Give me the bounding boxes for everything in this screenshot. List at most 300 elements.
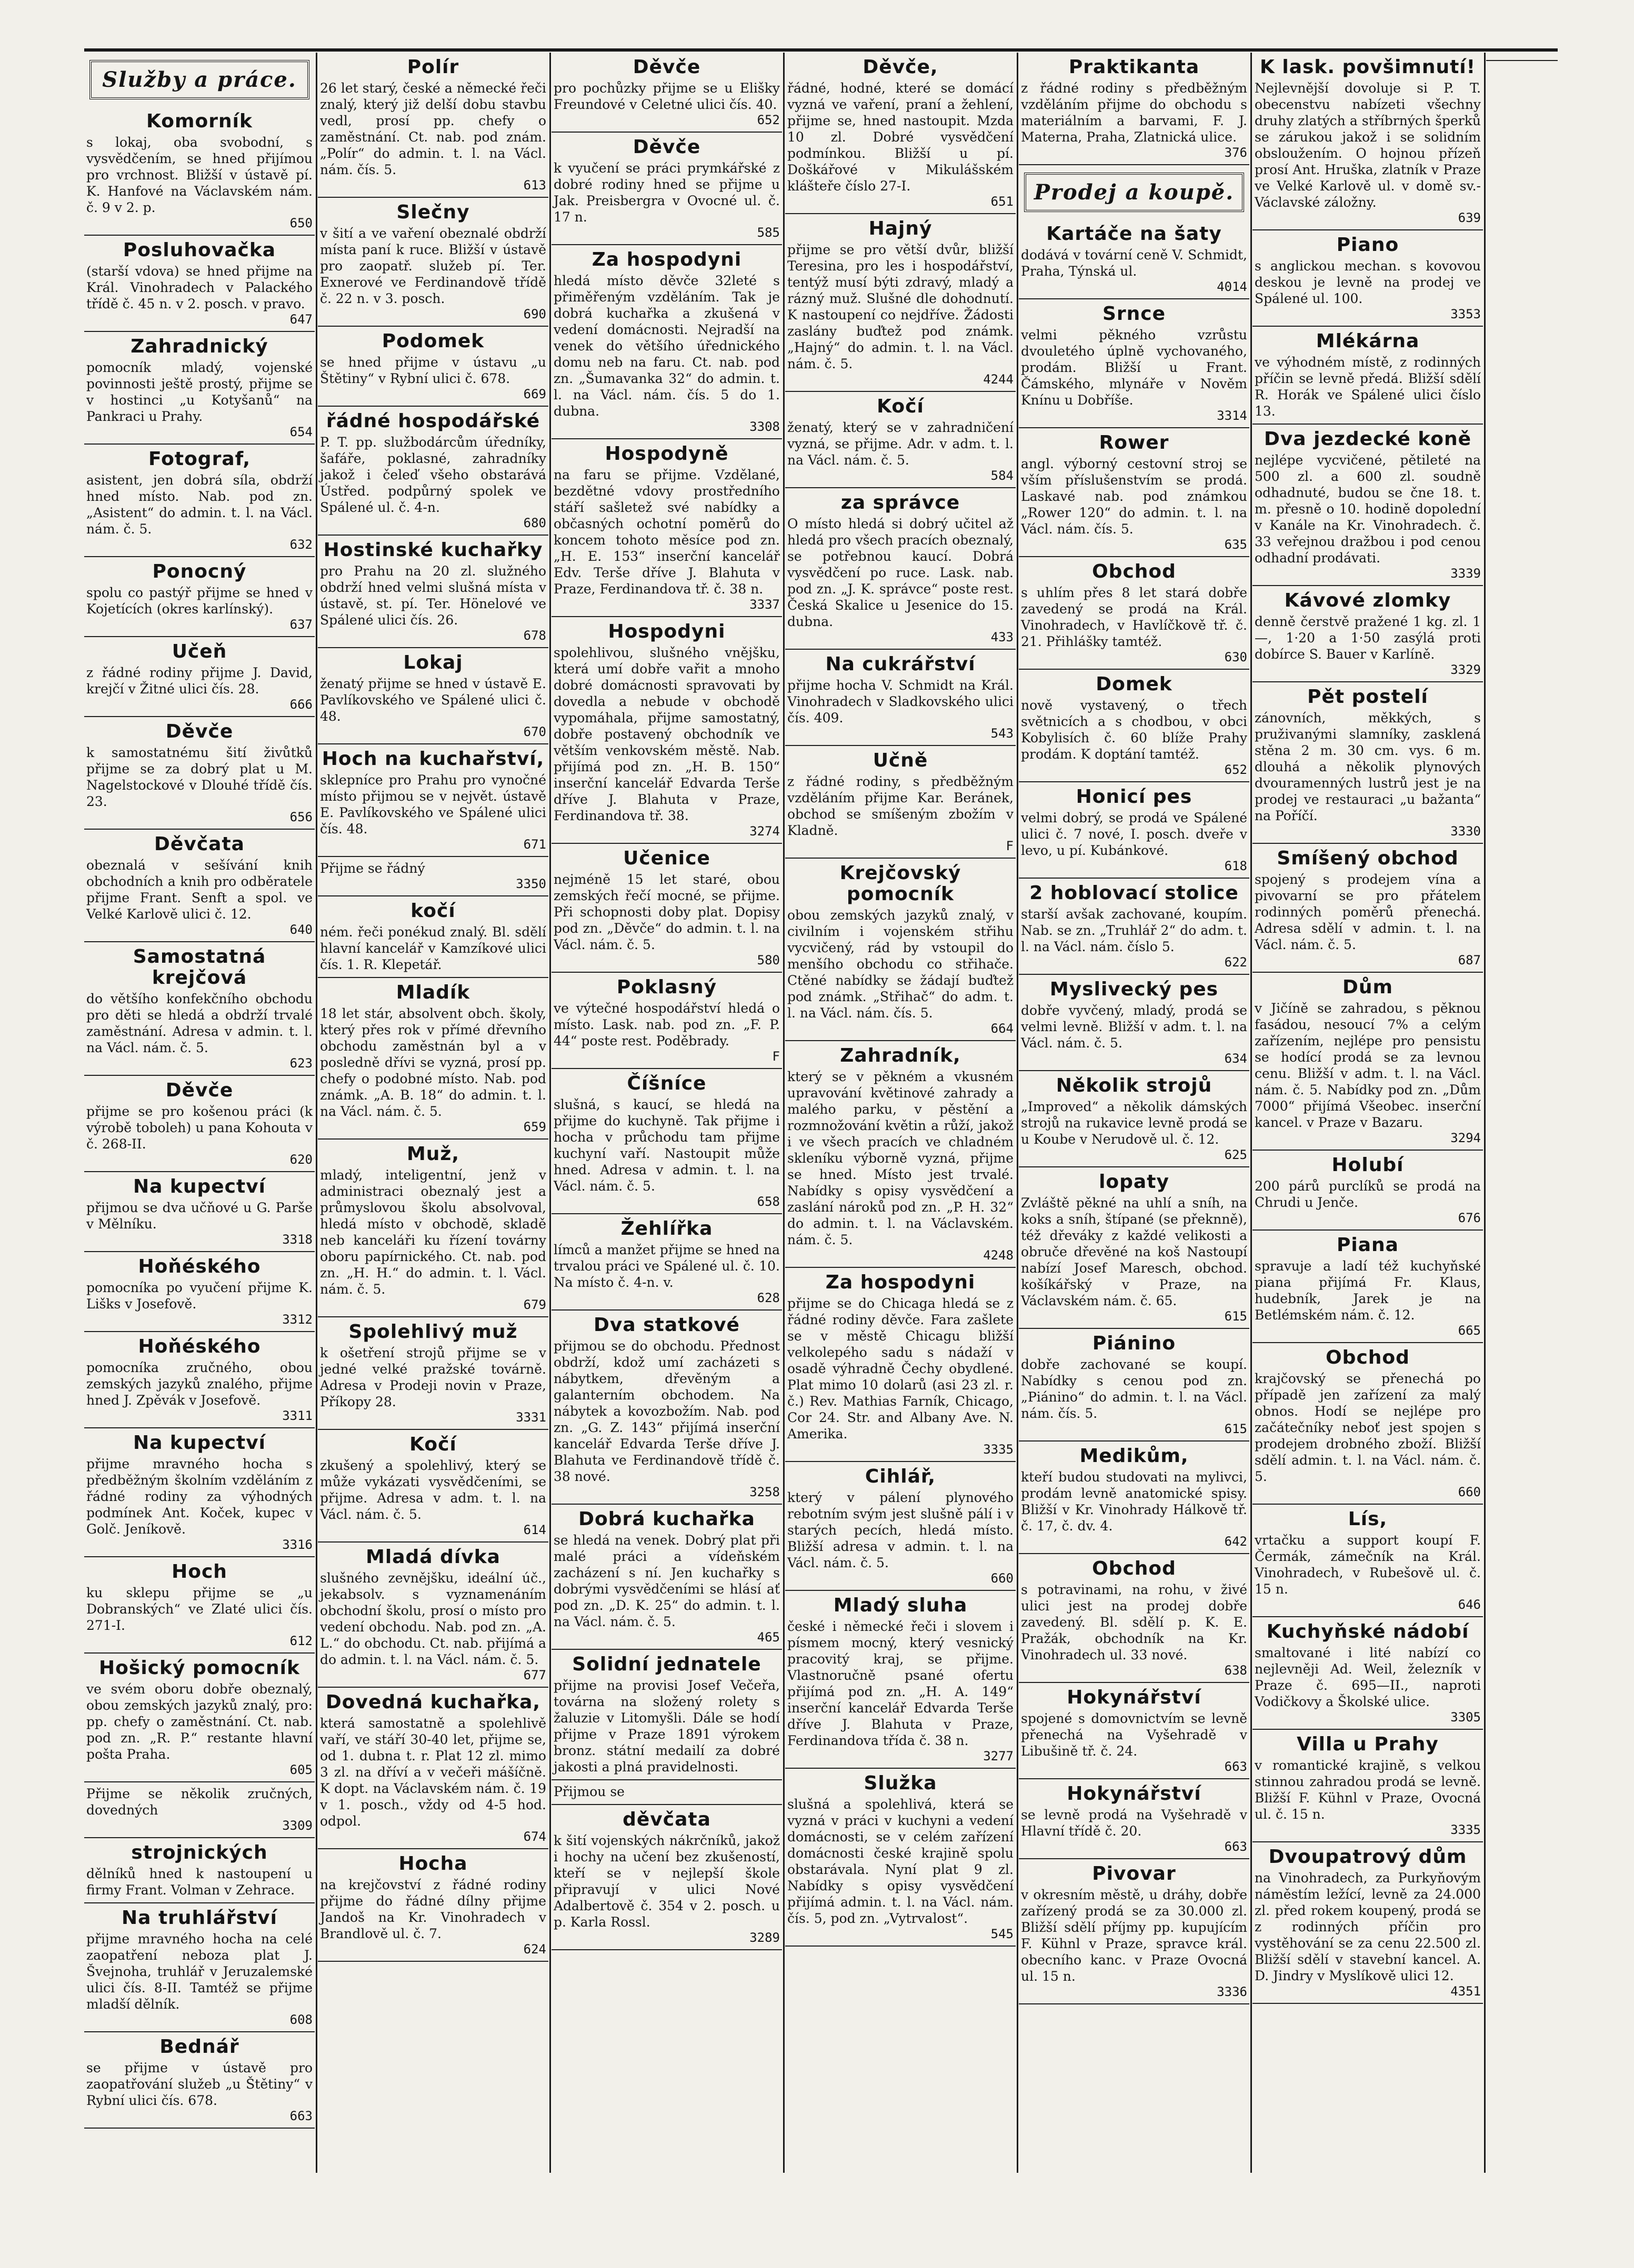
ad-heading: Dvoupatrový dům (1268, 1846, 1467, 1868)
ad-number: 622 (1224, 955, 1247, 970)
ad-number: 3294 (1450, 1131, 1481, 1145)
classified-ad (1019, 1071, 1249, 1167)
ad-number: 3335 (1450, 1822, 1481, 1837)
ad-number: 687 (1458, 953, 1481, 967)
ad-text: spojené s domovnictvím se levně přenechá na Vyšehradě v Libušině tř. č. 24. (1021, 1711, 1247, 1759)
ad-heading: Villa u Prahy (1297, 1733, 1439, 1755)
ad-text: přijme hocha V. Schmidt na Král. Vinohradech v Sladkovského ulici čís. 409. (787, 678, 1014, 725)
ad-number: 4014 (1217, 279, 1247, 294)
ad-text: s uhlím přes 8 let stará dobře zavedený se prodá na Král. Vinohradech, v Havlíčkově tř. č. 21. Přihlášky tamtéž. (1021, 585, 1247, 649)
ad-heading: lopaty (1099, 1171, 1169, 1193)
ad-text: límců a manžet přijme se hned na trvalou práci ve Spálené ul. č. 10. Na místo č. 4-n. v. (554, 1242, 780, 1290)
classified-ad (1252, 682, 1483, 844)
classified-ad (318, 857, 548, 896)
ad-number: 642 (1224, 1534, 1247, 1549)
ad-number: 3336 (1217, 1984, 1247, 1999)
ad-number: 3309 (282, 1818, 313, 1833)
ad-number: 670 (523, 724, 546, 739)
classified-ad (318, 407, 548, 536)
ad-text: O místo hledá si dobrý učitel až hledá pro všech pracích obeznalý, se potřebnou kaucí. Dobrá vysvědčení po ruce. Lask. nab. pod zn. „J. K. správce“ poste rest. Česká Skalice u Jesenice do 15. dubna. (787, 516, 1014, 629)
ad-number: 584 (990, 468, 1014, 483)
ad-number: 3277 (983, 1749, 1014, 1763)
ad-text: přijme se do Chicaga hledá se z řádné rodiny děvče. Fara zašlete se v městě Chicagu bližší velkolepého sadu s nádaží v osadě výhradně Čechy obydlené. Plat mimo 10 dolarů (asi 23 zl. r. č.) Rev. Mathias Farník, Chicago, Cor 24. Str. and Albany Ave. N. Amerika. (787, 1296, 1014, 1442)
ad-number: 646 (1458, 1597, 1481, 1612)
ad-number: 4244 (983, 372, 1014, 387)
ad-text: který se v pěkném a vkusném upravování květinové zahrady a malého parku, v pěstění a rozmnožování květin a růží, jakož i ve všech pracích ve chladném skleníku výborně vyzná, přijme se hned. Místo jest trvalé. Nabídky s opisy vysvědčení a zaslání nároků pod zn. „P. H. 32“ do admin. t. l. na Václavském. nám. č. 5. (787, 1069, 1014, 1247)
ad-heading: Cihlář, (865, 1466, 936, 1487)
ad-number: 3258 (749, 1485, 780, 1499)
ad-text: zkušený a spolehlivý, který se může vykázati vysvědčeními, se přijme. Adresa v adm. t. l. na Václ. nám. č. 5. (320, 1458, 546, 1522)
ad-number: 652 (757, 113, 780, 127)
ad-heading: Několik strojů (1056, 1075, 1212, 1096)
ad-number: 605 (289, 1762, 313, 1777)
ad-text: spolehlivou, slušného vnějšku, která umí dobře vařit a mnoho dobré domácnosti spravovati by dovedla a nebude v obchodě vypomáhala, přijme samostatný, dobře postavený obchodník ve větším venkovském městě. Nab. přijímá pod zn. „H. B. 150“ inserční kancelář Edvarda Terše dříve J. Blahuta v Praze, Ferdinandova tř. 38. (554, 645, 780, 823)
ad-number: 624 (523, 1942, 546, 1957)
ad-heading: strojnických (131, 1842, 268, 1863)
ad-heading: Na kupectví (133, 1176, 266, 1197)
ad-heading: Fotograf, (148, 448, 250, 470)
ad-text: pro Prahu na 20 zl. služného obdrží hned velmi slušná místa v ústavě, st. pí. Ter. Hönelové ve Spálené ulici čís. 26. (320, 563, 546, 628)
ad-number: 3337 (749, 597, 780, 612)
classified-ad (552, 1311, 782, 1505)
ad-text: hledá místo děvče 32leté s přiměřeným vzděláním. Tak je dobrá kuchařka a zkušená v vedení domácnosti. Nejradší na venek do většího úřednického domu neb na faru. Ct. nab. pod zn. „Šumavanka 32“ do admin. t. l. na Václ. nám. čís. 5 do 1. dubna. (554, 273, 780, 419)
ad-text: z řádné rodiny přijme J. David, krejčí v Žitné ulici čís. 28. (86, 665, 313, 697)
ad-number: 620 (289, 1152, 313, 1167)
ad-text: s anglickou mechan. s kovovou deskou je levně na prodej ve Spálené ul. 100. (1255, 258, 1481, 306)
ad-heading: Děvče (633, 136, 701, 158)
column-1 (84, 53, 315, 2173)
ad-heading: Piánino (1092, 1333, 1176, 1354)
ad-text: přijme mravného hocha na celé zaopatření neboza plat J. Švejnoha, truhlář v Jeruzalemské ulici čís. 8-II. Tamtéž se přijme mladší dělník. (86, 1931, 313, 2012)
ad-heading: Spolehlivý muž (348, 1321, 518, 1343)
classified-ad (318, 1849, 548, 1962)
column-rule (549, 53, 551, 2173)
classified-ad (318, 198, 548, 327)
ad-text: na Vinohradech, za Purkyňovým náměstím ležící, levně za 24.000 zl. před rokem koupený, prodá se z rodinných příčin pro vystěhování se za cenu 22.500 zl. Bližší sdělí v stavební kancel. A. D. Jindry v Myslíkově ulici 12. (1255, 1870, 1481, 1983)
ad-heading: Děvče, (863, 56, 938, 78)
ad-number: 3335 (983, 1442, 1014, 1457)
classified-ad (785, 1769, 1016, 1947)
classified-ad (318, 978, 548, 1140)
classified-ad (785, 488, 1016, 650)
ad-text: obou zemských jazyků znalý, v civilním i vojenském střihu vycvičený, rád by vstoupil do menšího obchodu co střihače. Ctěné nabídky se žádají buďtež pod známk. „Střihač“ do adm. t. l. na Václ. nám. čís. 5. (787, 908, 1014, 1021)
ad-number: 669 (523, 387, 546, 401)
ad-heading: Hoňéského (138, 1336, 261, 1357)
classified-ad (1019, 1779, 1249, 1859)
ad-number: 614 (523, 1523, 546, 1537)
ad-number: 3308 (749, 419, 780, 434)
classified-ad (318, 1543, 548, 1688)
ad-text: velmi pěkného vzrůstu dvouletého úplně vychovaného, prodám. Bližší u Frant. Čámského, mlynáře v Nověm Knínu u Dobříše. (1021, 327, 1247, 408)
ad-number: 630 (1224, 650, 1247, 664)
ad-number: 658 (757, 1194, 780, 1209)
classified-ad (84, 1903, 315, 2032)
ad-heading: Hajný (868, 218, 933, 239)
column-6 (1252, 53, 1483, 2173)
ad-number: 612 (289, 1634, 313, 1648)
ad-heading: Hokynářství (1067, 1783, 1201, 1805)
classified-ad (318, 1317, 548, 1430)
ad-number: 3311 (282, 1408, 313, 1423)
ad-heading: Hocha (398, 1853, 468, 1874)
column-5 (1019, 53, 1249, 2173)
ad-text: se přijme v ústavě pro zaopatřování služeb „u Štětiny“ v Rybní ulici čís. 678. (86, 2060, 313, 2108)
ad-text: v Jičíně se zahradou, s pěknou fasádou, nesoucí 7% a celým zařízením, nejlépe pro pensistu se hodící prodá se za levnou cenu. Bližší v adm. t. l. na Václ. nám. č. 5. Nabídky pod zn. „Dům 7000“ přijímá Všeobec. inserční kancel. v Praze v Bazaru. (1255, 1001, 1481, 1130)
classified-ad (552, 439, 782, 617)
classified-ad (84, 1428, 315, 1557)
ad-heading: Zahradnický (131, 336, 268, 357)
ad-number: 465 (757, 1630, 780, 1645)
ad-heading: Na truhlářství (121, 1907, 277, 1929)
ad-heading: Polír (407, 56, 459, 78)
ad-text: k šití vojenských nákrčníků, jakož i hochy na učení bez zkušeností, kteří se v nejlepší škole připravují v ulici Nové Adalbertově č. 354 v 2. posch. u p. Karla Rossl. (554, 1833, 780, 1930)
ad-heading: Na kupectví (133, 1432, 266, 1454)
ad-heading: Rower (1099, 432, 1169, 453)
ad-heading: Medikům, (1079, 1445, 1189, 1467)
ad-heading: Kočí (409, 1434, 457, 1455)
ad-heading: Za hospodyni (825, 1272, 976, 1293)
classified-ad (1252, 230, 1483, 327)
ad-heading: Služka (864, 1772, 937, 1794)
ad-heading: Děvče (165, 721, 234, 742)
classified-ad (1019, 219, 1249, 299)
ad-heading: Posluhovačka (123, 239, 276, 261)
classified-ad (785, 214, 1016, 392)
classified-ad (84, 830, 315, 942)
ad-text: ku sklepu přijme se „u Dobranských“ ve Zlaté ulici čís. 271-I. (86, 1585, 313, 1633)
ad-text: obeznalá v sešívání knih obchodních a knih pro odběratele přijme Frant. Senft a spol. ve Velké Karlově ulici č. 12. (86, 858, 313, 922)
ad-number: F (1006, 839, 1014, 853)
ad-number: 3305 (1450, 1710, 1481, 1725)
ad-heading: Piano (1336, 234, 1399, 256)
ad-number: 638 (1224, 1663, 1247, 1678)
classified-ad (552, 133, 782, 245)
ad-heading: Krejčovský pomocník (839, 862, 961, 905)
ad-text: slušná, s kaucí, se hledá na přijme do kuchyně. Tak přijme i hocha v průchodu tam přijme kuchyní vaří. Nastoupit může hned. Adresa v admin. t. l. na Václ. nám. č. 5. (554, 1097, 780, 1194)
ad-number: 659 (523, 1120, 546, 1134)
ad-heading: Ponocný (152, 561, 247, 582)
classified-ad (785, 1462, 1016, 1591)
classified-ad (1252, 1730, 1483, 1842)
classified-ad (552, 1069, 782, 1214)
ad-text: se levně prodá na Vyšehradě v Hlavní třídě č. 20. (1021, 1807, 1247, 1839)
ad-heading: Hospodyně (605, 443, 729, 465)
classified-ad (318, 1430, 548, 1543)
ad-text: který v pálení plynového rebotním svým jest slušně pálí i v starých pecích, hledá místo. Bližší adresa v admin. t. l. na Václ. nám. č. 5. (787, 1490, 1014, 1570)
classified-ad (84, 1782, 315, 1838)
classified-ad (1252, 586, 1483, 682)
ad-heading: Hospodyni (608, 621, 726, 642)
ad-number: 678 (523, 628, 546, 643)
ad-text: mladý, inteligentní, jenž v administraci obeznalý jest a průmyslovou školu absolvoval, hledá místo v obchodě, skladě neb kanceláři ku řízení továrny oboru papírnického. Ct. nab. pod zn. „H. H.“ do admin. t. l. Václ. nám. č. 5. (320, 1167, 546, 1297)
ad-heading: Mlékárna (1316, 330, 1420, 352)
classified-ad (1486, 53, 1558, 61)
ad-heading: Dva jezdecké koně (1264, 428, 1472, 450)
classified-ad (1252, 973, 1483, 1151)
classified-ad (785, 53, 1016, 214)
ad-number: 652 (1224, 762, 1247, 777)
ad-number: 3318 (282, 1232, 313, 1247)
ad-text: 26 let starý, české a německé řeči znalý, který již delší dobu stavbu vedl, prosí pp. chefy o zaměstnání. Ct. nab. pod znám. „Polír“ do admin. t. l. na Václ. nám. čís. 5. (320, 80, 546, 177)
column-4 (785, 53, 1016, 2173)
ad-number: 654 (289, 425, 313, 439)
ad-number: 433 (990, 630, 1014, 644)
ad-text: dodává v tovární ceně V. Schmidt, Praha, Týnská ul. (1021, 247, 1247, 279)
classified-ad (1019, 670, 1249, 782)
ad-text: v romantické krajině, s velkou stinnou zahradou prodá se levně. Bližší F. Kühnl v Praze, Ovocná ul. č. 15 n. (1255, 1758, 1481, 1822)
ad-number: 618 (1224, 859, 1247, 873)
ad-number: 3289 (749, 1930, 780, 1945)
ad-text: krajčovský se přenechá po případě jen zařízení za malý obnos. Hodí se nejlépe pro začátečníky neboť jest spojen s prodejem drobného zboží. Bližší sdělí admin. t. l. na Václ. nám. č. 5. (1255, 1371, 1481, 1484)
ad-text: nejméně 15 let staré, obou zemských řečí mocné, se přijme. Při schopnosti doby plat. Dopisy pod zn. „Děvče“ do admin. t. l. na Václ. nám. č. 5. (554, 872, 780, 952)
classified-ad (552, 1505, 782, 1650)
ad-number: 3274 (749, 824, 780, 839)
ad-heading: Komorník (146, 110, 253, 132)
ad-number: 680 (523, 516, 546, 530)
ad-text: Přijme se řádný (320, 861, 425, 876)
ad-text: ném. řeči ponékud znalý. Bl. sdělí hlavní kancelář v Kamzíkové ulici čís. 1. R. Klepetář. (320, 924, 546, 972)
classified-ad (1019, 53, 1249, 165)
classified-ad (1252, 425, 1483, 586)
ad-text: dobře vyvčený, mladý, prodá se velmi levně. Bližší v adm. t. l. na Václ. nám. č. 5. (1021, 1003, 1247, 1051)
ad-text: Zvláště pěkné na uhlí a sníh, na koks a sníh, štípané (se překnně), též dřeváky z každé velikosti a obruče dřevěné na koš Nastoupí nabízí Josef Maresch, obchod. košíkářský v Praze, na Václavském nám. č. 65. (1021, 1195, 1247, 1308)
ad-text: přijme se pro košenou práci (k výrobě toboleh) u pana Kohouta v č. 268-II. (86, 1104, 313, 1152)
ad-heading: Dům (1342, 976, 1394, 998)
ad-heading: Kočí (877, 396, 924, 417)
ad-number: 632 (289, 537, 313, 552)
ad-text: ve svém oboru dobře obeznalý, obou zemských jazyků znalý, pro: pp. chefy o zaměstnání. Ct. nab. pod zn. „R. P.“ restante hlavní pošta Praha. (86, 1681, 313, 1762)
ad-heading: Myslivecký pes (1049, 979, 1219, 1000)
classified-ad (318, 327, 548, 407)
ad-heading: Zahradník, (840, 1045, 961, 1066)
ad-heading: Obchod (1092, 561, 1176, 582)
ad-text: Přijmou se (554, 1784, 625, 1799)
ad-text: k ošetření strojů přijme se v jedné velké pražské továrně. Adresa v Prodeji novin v Praze, Příkopy 28. (320, 1345, 546, 1409)
ad-number: 4248 (983, 1248, 1014, 1263)
ad-text: asistent, jen dobrá síla, obdrží hned místo. Nab. pod zn. „Asistent“ do admin. t. l. na Václ. nám. č. 5. (86, 472, 313, 537)
ad-number: 543 (990, 726, 1014, 741)
ad-text: s lokaj, oba svobodní, s vysvědčením, se hned přijímou pro vrchnost. Bližší v ústavě pí. K. Hanfové na Václavském nám. č. 9 v 2. p. (86, 135, 313, 215)
ad-heading: Praktikanta (1068, 56, 1200, 78)
ad-heading: Pivovar (1092, 1863, 1176, 1884)
ad-heading: za správce (840, 492, 960, 513)
ad-heading: Dva statkové (594, 1314, 740, 1336)
ad-text: slušná a spolehlivá, která se vyzná v práci v kuchyni a vedení domácnosti, se v celém zařízení domácnosti české krajině spolu obstarávala. Nyní plat 9 zl. Nabídky s opisy vysvědčení přijímá admin. t. l. na Václ. nám. čís. 5, pod zn. „Vytrvalost“. (787, 1797, 1014, 1926)
ad-number: 663 (1224, 1839, 1247, 1854)
column-rule (783, 53, 785, 2173)
ad-text: v okresním městě, u dráhy, dobře zařízený prodá se za 30.000 zl. Bližší sdělí příjmy pp. kupujícím F. Kühnl v Praze, spravce král. obecního kanc. v Praze Ovocná ul. 15 n. (1021, 1887, 1247, 1984)
ad-text: na faru se přijme. Vzdělané, bezdětné vdovy prostředního stáří sašletež své nabídky a občasných ochotní poměrů do koncem tohoto měsíce pod zn. „H. E. 153“ inserční kancelář Edv. Terše dříve J. Blahuta v Praze, Ferdinandova tř. č. 38 n. (554, 467, 780, 597)
ad-heading: Žehlířka (620, 1218, 713, 1239)
ad-text: ve výtečné hospodářství hledá o místo. Lask. nab. pod zn. „F. P. 44“ poste rest. Poděbrady. (554, 1001, 780, 1049)
ad-heading: Slečny (396, 201, 470, 223)
column-2 (318, 53, 548, 2173)
ad-heading: Smíšený obchod (1277, 848, 1459, 869)
ad-heading: Holubí (1331, 1154, 1404, 1176)
ad-text: 200 párů purclíků se prodá na Chrudi u Jenče. (1255, 1178, 1481, 1210)
ad-text: z řádné rodiny s předběžným vzděláním přijme do obchodu s materiálním a barvami, F. J. Materna, Praha, Zlatnická ulice. (1021, 80, 1247, 145)
classified-ad (1252, 1231, 1483, 1343)
ad-number: 3316 (282, 1537, 313, 1552)
top-rule (84, 48, 1558, 52)
classified-ad (1252, 53, 1483, 230)
ad-heading: Bednář (159, 2036, 239, 2058)
ad-text: slušného zevnějšku, ideální úč., jekabsolv. s vyznamenáním obchodní školu, prosí o místo pro vedení obchodu. Nab. pod zn. „A. L.“ do obchodu. Ct. nab. přijímá a do admin. t. l. na Václ. nám. č. 5. (320, 1570, 546, 1667)
classified-ad (552, 1805, 782, 1950)
ad-number: 608 (289, 2012, 313, 2027)
classified-ad (785, 650, 1016, 746)
ad-text: ženatý přijme se hned v ústavě E. Pavlíkovského ve Spálené ulici č. 48. (320, 676, 546, 724)
ad-heading: Obchod (1092, 1558, 1176, 1579)
ad-number: 585 (757, 225, 780, 240)
ad-heading: Učeň (172, 641, 227, 662)
ad-heading: Honicí pes (1076, 786, 1192, 808)
ad-text: přijme na provisi Josef Večeřa, továrna na složený rolety s žaluzie v Litomyšli. Dále se hodí přijme v Praze 1891 výrokem bronz. státní medailí za dobré jakosti a plná pravidelnosti. (554, 1678, 780, 1775)
classified-ad (1019, 782, 1249, 879)
ad-heading: Lokaj (403, 652, 463, 673)
ad-text: zánovních, měkkých, s pruživanými slamníky, zasklená stěna 2 m. 30 cm. vys. 6 m. dlouhá a několik plynových dvouramenných lustrů jest je na prodej ve restauraci „u bažanta“ na Poříčí. (1255, 710, 1481, 823)
ad-text: která samostatně a spolehlivě vaří, ve stáří 30-40 let, přijme se, od 1. dubna t. r. Plat 12 zl. mimo 3 zl. na dříví a v večeři mášíčně. K dopt. na Václavském nám. č. 19 v 1. posch., vždy od 4-5 hod. odpol. (320, 1716, 546, 1829)
ad-heading: Domek (1096, 673, 1172, 695)
ad-number: 3330 (1450, 824, 1481, 839)
classified-ad (1019, 975, 1249, 1071)
ad-number: 664 (990, 1021, 1014, 1036)
classified-ad (1252, 1151, 1483, 1231)
ad-text: přijmou se do obchodu. Přednost obdrží, kdož umí zacházeti s nábytkem, dřevěným a galanterním obchodem. Na nábytek a kovozbožím. Nab. pod zn. „G. Z. 143“ přijímá inserční kancelář Edvarda Terše dříve J. Blahuta ve Ferdinandově třídě č. 38 nové. (554, 1338, 780, 1484)
ad-text: Přijme se několik zručných, dovedných (86, 1786, 313, 1818)
ad-number: 679 (523, 1297, 546, 1312)
ad-heading: Kávové zlomky (1284, 590, 1451, 611)
ad-text: nově vystavený, o třech světnicích a s chodbou, v obci Kobylisích č. 60 blíže Prahy prodám. K doptání tamtéž. (1021, 698, 1247, 762)
ad-text: starší avšak zachované, koupím. Nab. se zn. „Truhlář 2“ do adm. t. l. na Václ. nám. číslo 5. (1021, 906, 1247, 954)
ad-heading: Pět postelí (1307, 686, 1428, 708)
ad-text: do většího konfekčního obchodu pro děti se hledá a obdrží trvalé zaměstnání. Adresa v admin. t. l. na Václ. nám. č. 5. (86, 991, 313, 1055)
column-rule (316, 53, 317, 2173)
ad-number: 623 (289, 1056, 313, 1071)
ad-text: smaltované i lité nabízí co nejlevněji Ad. Weil, železník v Praze č. 695—II., naproti Vodičkovy a Školské ulice. (1255, 1645, 1481, 1709)
ad-text: sklepníce pro Prahu pro vynočné místo přijmou se v největ. ústavě E. Pavlíkovského ve Spálené ulici čís. 48. (320, 772, 546, 836)
ad-number: 545 (990, 1927, 1014, 1941)
classified-ad (84, 1252, 315, 1332)
classified-ad (1019, 557, 1249, 670)
ad-heading: K lask. povšimnutí! (1259, 56, 1476, 78)
ad-heading: Solidní jednatele (572, 1654, 761, 1675)
ad-heading: děvčata (623, 1809, 711, 1830)
ad-heading: Muž, (406, 1143, 460, 1165)
ad-heading: Srnce (1102, 303, 1166, 325)
ad-heading: Hokynářství (1067, 1687, 1201, 1708)
classified-ad (1252, 1842, 1483, 2004)
section-heading: Prodej a koupě. (1024, 173, 1244, 212)
ad-text: spolu co pastýř přijme se hned v Kojetících (okres karlínský). (86, 585, 313, 617)
ad-number: 677 (523, 1668, 546, 1682)
classified-ad (84, 717, 315, 830)
ad-heading: Poklasný (616, 976, 717, 998)
classified-ad (552, 1780, 782, 1805)
ad-number: 580 (757, 953, 780, 967)
ad-heading: Podomek (382, 330, 485, 352)
classified-ad (552, 245, 782, 439)
ad-number: 615 (1224, 1309, 1247, 1324)
classified-ad (552, 844, 782, 973)
ad-text: k samostatnému šití živůtků přijme se za dobrý plat u M. Nagelstockové v Dlouhé třídě čís. 23. (86, 745, 313, 809)
ad-text: 18 let stár, absolvent obch. školy, který přes rok v přímé dřevního obchodu zaměstnán byl a v posledně dřívi se vyzná, prosí pp. chefy o podobné místo. Nab. pod známk. „A. B. 18“ do admin. t. l. na Václ. nám. č. 5. (320, 1006, 546, 1119)
ad-number: 660 (1458, 1485, 1481, 1499)
ad-heading: Děvčata (154, 833, 245, 855)
ad-number: 3339 (1450, 566, 1481, 581)
ad-heading: Učenice (623, 848, 710, 869)
classified-ad (84, 1172, 315, 1252)
ad-text: kteří budou studovati na mylivci, prodám levně anatomické spisy. Bližší v Kr. Vinohrady Hálkově tř. č. 17, č. dv. 4. (1021, 1469, 1247, 1534)
ad-number: 615 (1224, 1422, 1247, 1436)
ad-text: spravuje a ladí též kuchyňské piana přijímá Fr. Klaus, hudebník, Jarek je na Betlémském nám. č. 12. (1255, 1258, 1481, 1323)
classified-ad (84, 107, 315, 236)
ad-number: 613 (523, 178, 546, 193)
ad-text: pro pochůzky přijme se u Elišky Freundové v Celetné ulici čís. 40. (554, 80, 780, 112)
column-rule (1017, 53, 1018, 2173)
ad-heading: 2 hoblovací stolice (1029, 882, 1239, 904)
ad-number: 650 (289, 216, 313, 230)
classified-ad (318, 536, 548, 648)
ad-number: 656 (289, 810, 313, 824)
ad-text: dělníků hned k nastoupení u firmy Frant. Volman v Zehrace. (86, 1866, 313, 1898)
ad-text: se hledá na venek. Dobrý plat při malé práci a vídeňském zacházení s ní. Jen kuchařky s dobrými vysvědčeními se hlásí ať pod zn. „D. K. 25“ do admin. t. l. na Václ. nám. č. 5. (554, 1533, 780, 1629)
classified-ad (1252, 1617, 1483, 1730)
ad-heading: Na cukrářství (825, 653, 976, 675)
classified-ad (84, 1654, 315, 1782)
ad-heading: Kuchyňské nádobí (1266, 1621, 1469, 1642)
ad-number: 3312 (282, 1312, 313, 1327)
ad-number: 3331 (516, 1410, 546, 1425)
ad-text: na krejčovství z řádné rodiny přijme do řádné dílny přijme Jandoš na Kr. Vinohradech v Brandlově ul. č. 7. (320, 1877, 546, 1941)
classified-ad (84, 1076, 315, 1172)
classified-ad (318, 53, 548, 198)
ad-text: P. T. pp. službodárcům úředníky, šafáře, poklasné, zahradníky jakož i čeleď všeho obstarává Ústřed. podpůrný spolek ve Spálené ul. č. 4-n. (320, 435, 546, 515)
ad-number: 663 (1224, 1759, 1247, 1774)
ad-heading: Mladý sluha (833, 1595, 968, 1616)
classified-ad (785, 392, 1016, 488)
column-3 (552, 53, 782, 2173)
classified-ad (84, 942, 315, 1076)
classified-ad (785, 746, 1016, 859)
ad-text: Nejlevnější dovoluje si P. T. obecenstvu nabízeti všechny druhy zlatých a stříbrných šperků se zárukou jakož i se solidním obsloužením. O hojnou přízeň prosí Ant. Hruška, zlatník v Praze ve Velké Karlově ul. v domě sv.-Václavské záložny. (1255, 80, 1481, 210)
column-rule (1484, 53, 1486, 2173)
ad-number: 651 (990, 194, 1014, 209)
ad-heading: Samostatná krejčová (133, 946, 266, 989)
ad-heading: Mladík (396, 982, 470, 1003)
ad-text: přijmou se dva učňové u G. Parše v Mělníku. (86, 1200, 313, 1232)
ad-heading: Lís, (1348, 1508, 1388, 1530)
classified-ad (84, 236, 315, 332)
ad-heading: Hošický pomocník (99, 1657, 300, 1679)
ad-text: denně čerstvě pražené 1 kg. zl. 1—, 1·20 a 1·50 zasýlá proti dobírce S. Bauer v Karlíně. (1255, 614, 1481, 662)
ad-heading: Děvče (633, 56, 701, 78)
ad-heading: Hostinské kuchařky (323, 539, 543, 561)
ad-number: 4351 (1450, 1984, 1481, 1999)
ad-text: spojený s prodejem vína a pivovarní se pro přátelem rodinných poměrů přenechá. Adresa sdělí v admin. t. l. na Václ. nám. č. 5. (1255, 872, 1481, 952)
ad-number: 663 (289, 2109, 313, 2123)
ad-number: 3314 (1217, 408, 1247, 423)
classified-ad (1252, 844, 1483, 973)
section-heading: Služby a práce. (89, 60, 309, 99)
ad-number: 635 (1224, 537, 1247, 552)
classified-ad (84, 2032, 315, 2129)
ad-number: 647 (289, 312, 313, 327)
ad-number: 3353 (1450, 307, 1481, 321)
ad-number: 639 (1458, 210, 1481, 225)
ad-text: pomocník mladý, vojenské povinnosti ještě prostý, přijme se v hostinci „u Kotyšanů“ na Pankraci u Prahy. (86, 360, 313, 424)
newspaper-page (84, 53, 1558, 2173)
